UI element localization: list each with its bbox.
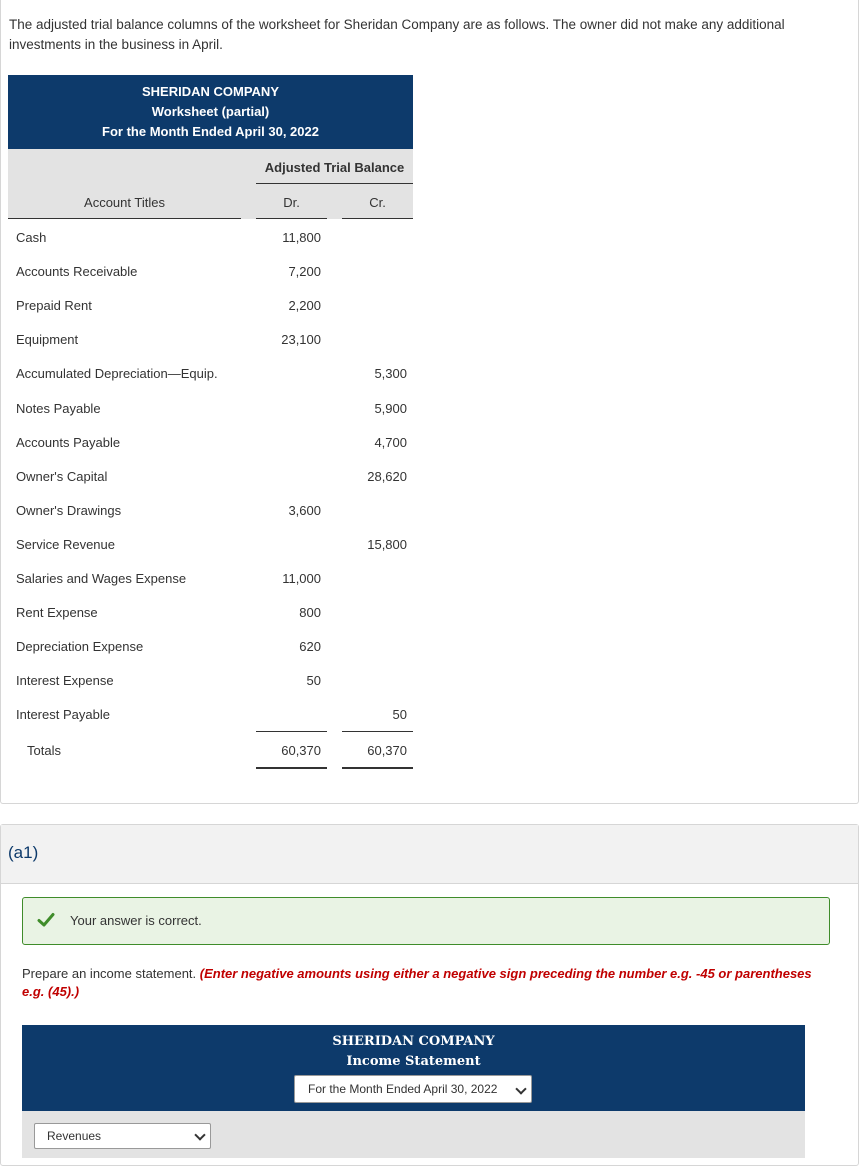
worksheet-company: SHERIDAN COMPANY (142, 84, 279, 99)
dr-amount: 800 (299, 605, 321, 620)
worksheet-period: For the Month Ended April 30, 2022 (102, 124, 319, 139)
check-icon (37, 911, 55, 929)
income-statement-header (22, 1025, 805, 1111)
cr-amount: 28,620 (367, 469, 407, 484)
instruction (22, 965, 822, 1001)
account-label: Cash (16, 230, 47, 245)
account-titles-header: Account Titles (84, 195, 165, 210)
total-cr: 60,370 (367, 743, 407, 758)
dr-amount: 2,200 (288, 298, 321, 313)
is-company: SHERIDAN COMPANY (332, 1034, 495, 1049)
cr-amount: 5,300 (374, 366, 407, 381)
period-select[interactable] (294, 1075, 532, 1103)
period-select-value: For the Month Ended April 30, 2022 (308, 1082, 498, 1096)
dr-header: Dr. (283, 195, 300, 210)
cr-col-rule (342, 218, 413, 219)
feedback-correct (22, 897, 830, 945)
cr-header: Cr. (369, 195, 386, 210)
account-select[interactable] (34, 1123, 211, 1149)
account-label: Interest Expense (16, 673, 114, 688)
account-label: Depreciation Expense (16, 639, 144, 654)
cr-amount: 5,900 (374, 401, 407, 416)
account-col-rule (8, 218, 241, 219)
chevron-down-icon (515, 1083, 526, 1094)
dr-amount: 50 (306, 673, 321, 688)
account-select-value: Revenues (47, 1129, 102, 1143)
instruction-text: Prepare an income statement. (22, 966, 200, 981)
total-cr-rule-top (342, 731, 413, 732)
account-label: Accounts Payable (16, 435, 121, 450)
account-label: Owner's Drawings (16, 503, 122, 518)
cr-amount: 50 (392, 707, 407, 722)
total-dr-rule-top (256, 731, 327, 732)
account-label: Notes Payable (16, 401, 101, 416)
dr-amount: 11,800 (282, 230, 321, 245)
dr-amount: 3,600 (288, 503, 321, 518)
worksheet-header (8, 75, 413, 149)
dr-amount: 620 (299, 639, 321, 654)
chevron-down-icon (194, 1129, 205, 1140)
totals-label: Totals (27, 743, 61, 758)
total-dr: 60,370 (281, 743, 321, 758)
part-label: (a1) (8, 843, 39, 862)
dr-amount: 11,000 (282, 571, 321, 586)
account-label: Salaries and Wages Expense (16, 571, 187, 586)
dr-amount: 7,200 (288, 264, 321, 279)
account-label: Accounts Receivable (16, 264, 138, 279)
header-divider (256, 183, 413, 184)
account-label: Prepaid Rent (16, 298, 92, 313)
dr-col-rule (256, 218, 327, 219)
cr-amount: 15,800 (367, 537, 407, 552)
account-label: Accumulated Depreciation—Equip. (16, 366, 218, 381)
dr-amount: 23,100 (281, 332, 321, 347)
total-cr-rule-bottom (342, 767, 413, 769)
account-label: Interest Payable (16, 707, 110, 722)
worksheet-title: Worksheet (partial) (151, 104, 270, 119)
feedback-text: Your answer is correct. (70, 913, 202, 928)
income-statement-row (22, 1111, 805, 1158)
is-title: Income Statement (346, 1054, 481, 1069)
account-label: Equipment (16, 332, 79, 347)
instruction-note: (Enter negative amounts using either a negative sign preceding the number e.g. -45 or parentheses e.g. (45).) (22, 966, 812, 999)
account-label: Service Revenue (16, 537, 115, 552)
part-header (1, 825, 858, 884)
total-dr-rule-bottom (256, 767, 327, 769)
account-label: Owner's Capital (16, 469, 108, 484)
account-label: Rent Expense (16, 605, 98, 620)
cr-amount: 4,700 (374, 435, 407, 450)
adjusted-trial-balance-header: Adjusted Trial Balance (264, 160, 405, 175)
problem-intro: The adjusted trial balance columns of the worksheet for Sheridan Company are as follows. The owner did not make any additional investments in the business in April. (9, 17, 785, 52)
